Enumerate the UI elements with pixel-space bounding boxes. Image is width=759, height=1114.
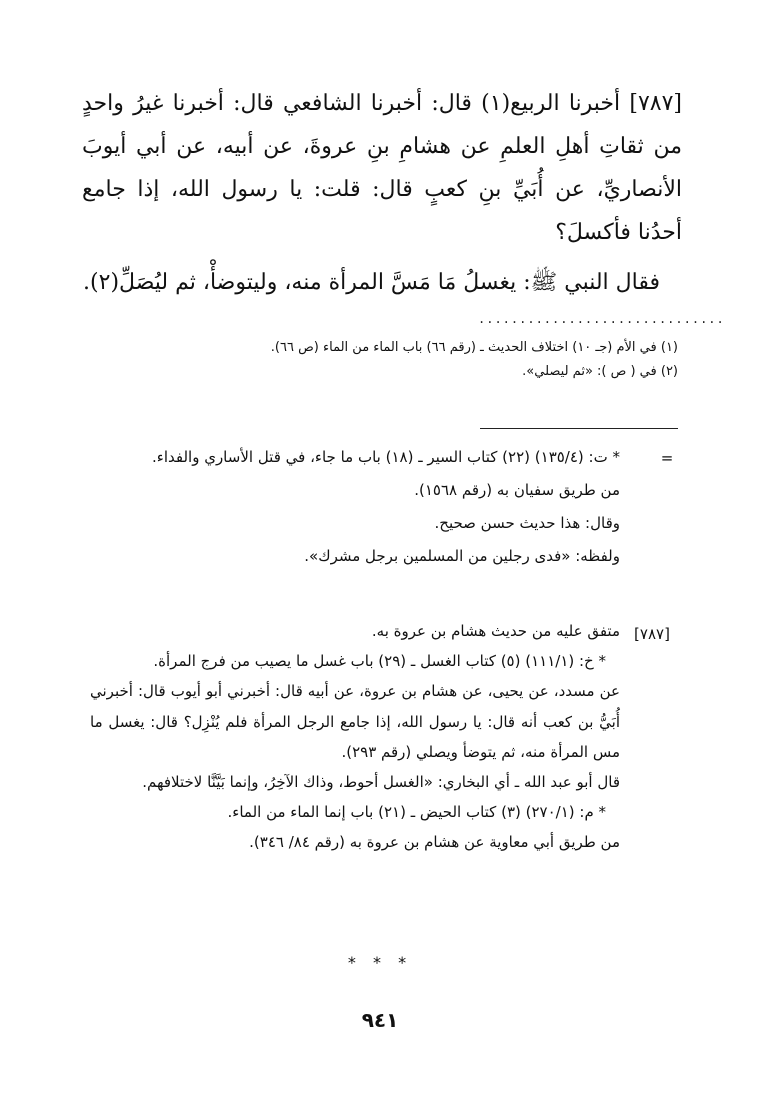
hadith-number-787: [٧٨٧] xyxy=(634,625,670,643)
bukhari-text: عن مسدد، عن يحيى، عن هشام بن عروة، عن أبيه قال: أخبرني أبو أيوب قال: أخبرني أُبَيُّ بن كعب أنه قال: يا رسول الله، إذا جامع الرجل المرأة فلم يُنْزِل؟ قال: يغسل ما مس المرأة منه، ثم يتوضأ ويصلي (رقم ٢٩٣). xyxy=(90,682,620,761)
hadith-isnad-paragraph: [٧٨٧] أخبرنا الربيع(١) قال: أخبرنا الشافعي قال: أخبرنا غيرُ واحدٍ من ثقاتِ أهلِ العلمِ عن هشامِ بنِ عروةَ، عن أبيه، عن أبي أيوبَ الأنصاريِّ، عن أُبَيِّ بنِ كعبٍ قال: قلت: يا رسول الله، إذا جامع أحدُنا فأكسلَ؟ xyxy=(82,91,682,245)
footnote-1: (١) في الأم (جـ ١٠) اختلاف الحديث ـ (رقم ٦٦) باب الماء من الماء (ص ٦٦). xyxy=(270,340,678,355)
footnotes xyxy=(180,336,678,384)
bukhari-reference: * خ: (١١١/١) (٥) كتاب الغسل ـ (٢٩) باب غسل ما يصيب من فرج المرأة. xyxy=(153,652,606,671)
hadith-main-text xyxy=(82,82,682,304)
footnote-separator-dots: .............................. xyxy=(478,312,725,326)
section-end-stars: * * * xyxy=(347,953,413,972)
takhrij-line: ولفظه: «فدى رجلين من المسلمين برجل مشرك». xyxy=(304,547,620,565)
muslim-reference: * م: (٢٧٠/١) (٣) كتاب الحيض ـ (٢١) باب إنما الماء من الماء. xyxy=(227,803,606,822)
takhrij-previous-hadith xyxy=(90,441,620,573)
takhrij-line: من طريق سفيان به (رقم ١٥٦٨). xyxy=(414,481,620,499)
bukhari-comment: قال أبو عبد الله ـ أي البخاري: «الغسل أحوط، وذاك الآخِرُ، وإنما بَيَّنَّا لاختلافهم. xyxy=(142,773,620,792)
takhrij-line: وقال: هذا حديث حسن صحيح. xyxy=(434,514,620,532)
takhrij-line: * ت: (١٣٥/٤) (٢٢) كتاب السير ـ (١٨) باب ما جاء، في قتل الأساري والفداء. xyxy=(152,448,620,466)
hadith-matn-paragraph: فقال النبي ﷺ: يغسلُ مَا مَسَّ المرأة منه، وليتوضأْ، ثم ليُصَلِّ(٢). xyxy=(83,270,660,295)
footnote-2: (٢) في ( ص ): «ثم ليصلي». xyxy=(522,364,678,379)
takhrij-line: متفق عليه من حديث هشام بن عروة به. xyxy=(371,622,620,640)
section-divider-line xyxy=(480,428,678,429)
continuation-mark: = xyxy=(660,449,674,467)
page-number: ٩٤١ xyxy=(361,1008,399,1032)
takhrij-hadith-787 xyxy=(90,616,620,858)
muslim-source: من طريق أبي معاوية عن هشام بن عروة به (رقم ٨٤/ ٣٤٦). xyxy=(249,833,620,852)
